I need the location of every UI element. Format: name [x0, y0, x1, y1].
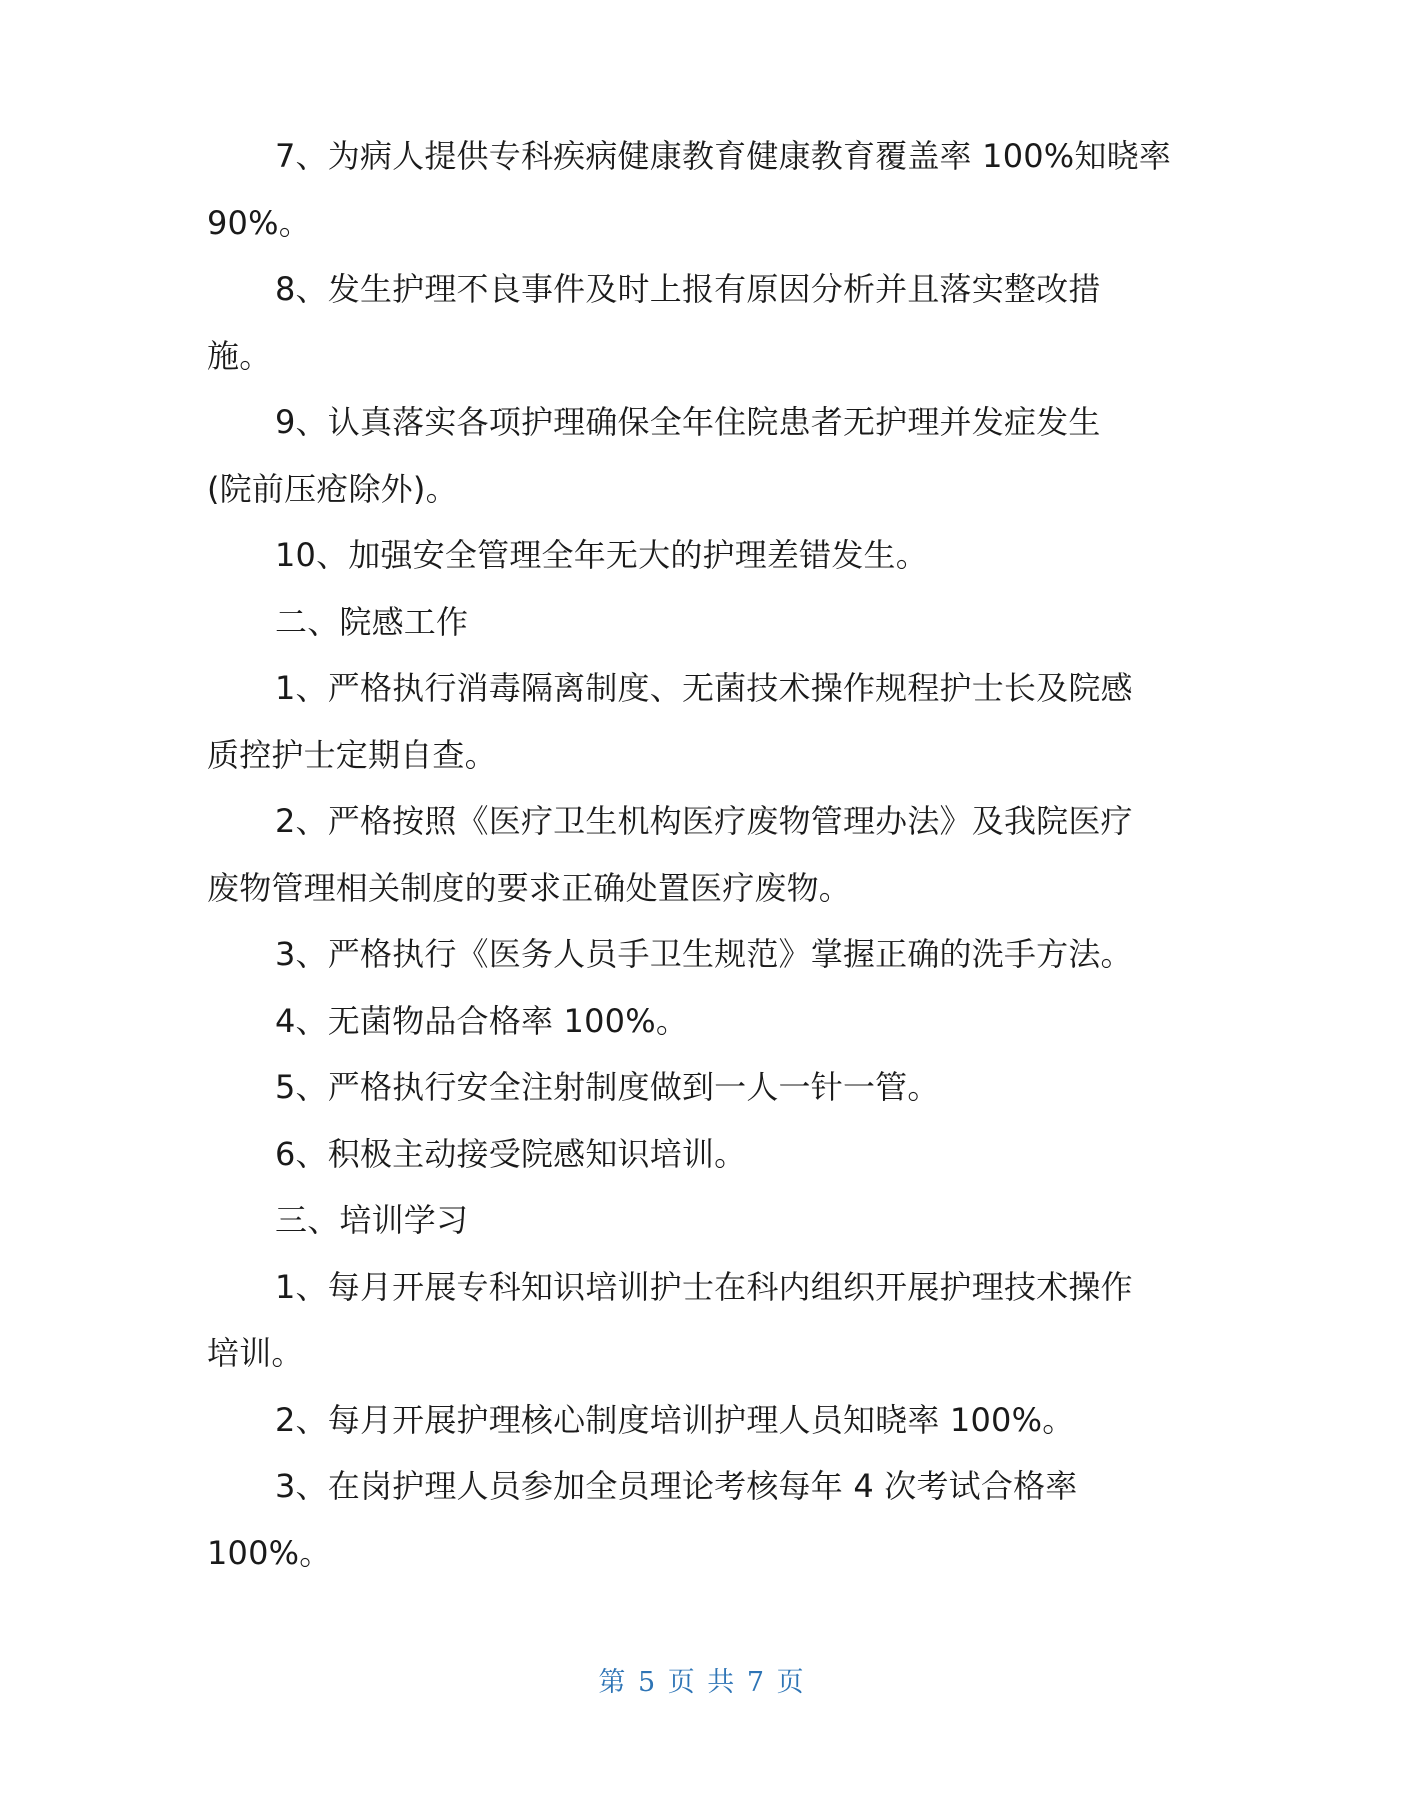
paragraph-line: 8、发生护理不良事件及时上报有原因分析并且落实整改措: [275, 270, 1101, 308]
paragraph: [207, 655, 1207, 788]
paragraph-line: 质控护士定期自查。: [207, 735, 497, 774]
paragraph-line: 5、严格执行安全注射制度做到一人一针一管。: [275, 1068, 940, 1106]
paragraph-line: 90%。: [207, 203, 311, 242]
paragraph: [207, 1387, 1207, 1454]
paragraph-line: 培训。: [207, 1334, 304, 1372]
paragraph-line: 9、认真落实各项护理确保全年住院患者无护理并发症发生: [275, 403, 1101, 441]
paragraph: [207, 1187, 1207, 1254]
paragraph-line: 6、积极主动接受院感知识培训。: [275, 1134, 747, 1173]
paragraph: [207, 256, 1207, 389]
paragraph: [207, 589, 1207, 656]
paragraph-line: 3、严格执行《医务人员手卫生规范》掌握正确的洗手方法。: [275, 935, 1133, 973]
paragraph: [207, 1054, 1207, 1121]
paragraph: [207, 389, 1207, 522]
paragraph-line: 3、在岗护理人员参加全员理论考核每年 4 次考试合格率: [275, 1467, 1078, 1505]
paragraph: [207, 1121, 1207, 1188]
paragraph-line: 1、每月开展专科知识培训护士在科内组织开展护理技术操作: [275, 1267, 1133, 1306]
paragraph-line: 三、培训学习: [275, 1201, 469, 1239]
paragraph-line: 7、为病人提供专科疾病健康教育健康教育覆盖率 100%知晓率: [275, 137, 1172, 175]
paragraph-line: 10、加强安全管理全年无大的护理差错发生。: [275, 536, 928, 574]
paragraph-line: 施。: [207, 336, 272, 375]
document-body: [207, 123, 1207, 1586]
paragraph-line: 2、每月开展护理核心制度培训护理人员知晓率 100%。: [275, 1400, 1075, 1439]
page-number-footer: 第 5 页 共 7 页: [598, 1667, 806, 1698]
paragraph-line: 2、严格按照《医疗卫生机构医疗废物管理办法》及我院医疗: [275, 802, 1133, 840]
paragraph: [207, 988, 1207, 1055]
paragraph: [207, 123, 1207, 256]
paragraph-line: (院前压疮除外)。: [207, 469, 458, 508]
paragraph-line: 废物管理相关制度的要求正确处置医疗废物。: [207, 868, 852, 907]
paragraph: [207, 788, 1207, 921]
paragraph-line: 1、严格执行消毒隔离制度、无菌技术操作规程护士长及院感: [275, 669, 1133, 707]
paragraph-line: 4、无菌物品合格率 100%。: [275, 1001, 689, 1040]
paragraph: [207, 1254, 1207, 1387]
paragraph: [207, 1453, 1207, 1586]
paragraph: [207, 522, 1207, 589]
paragraph-line: 二、院感工作: [275, 602, 469, 641]
paragraph-line: 100%。: [207, 1533, 332, 1572]
paragraph: [207, 921, 1207, 988]
